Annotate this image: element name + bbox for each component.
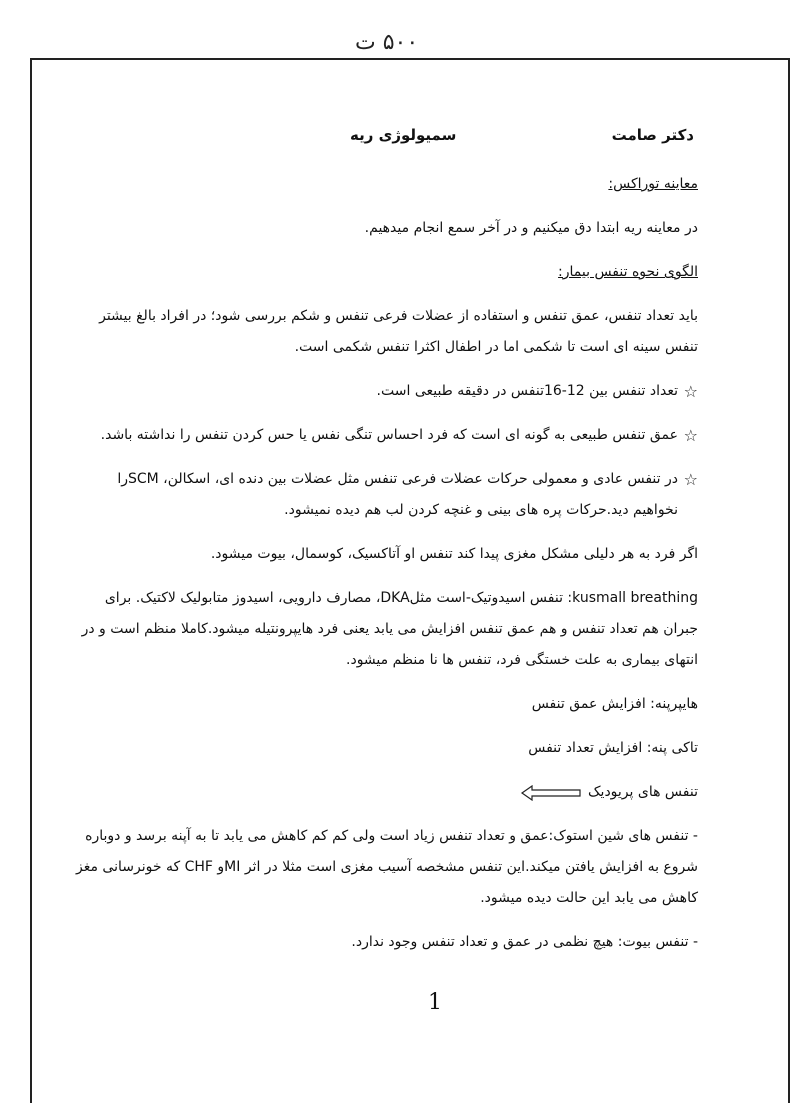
document-header (70, 120, 698, 151)
thorax-paragraph: در معاینه ریه ابتدا دق میکنیم و در آخر سمع انجام میدهیم. (364, 220, 698, 236)
left-arrow-icon (520, 785, 582, 801)
page-number-bottom: 1 (428, 990, 442, 1015)
star-icon: ☆ (683, 426, 698, 445)
periodic-label: تنفس های پریودیک (588, 784, 698, 800)
periodic-line (70, 777, 698, 808)
pattern-heading: الگوی نحوه تنفس بیمار: (558, 264, 698, 280)
pattern-paragraph: باید تعداد تنفس، عمق تنفس و استفاده از عضلات فرعی تنفس و شکم بررسی شود؛ در افراد بالغ بیشتر تنفس سینه ای است تا شکمی اما در اطفال اکثرا تنفس شکمی است. (99, 308, 698, 355)
star-item-text: عمق تنفس طبیعی به گونه ای است که فرد احساس تنگی نفس یا حس کردن تنفس را نداشته باشد. (100, 427, 678, 443)
subject-title: سمیولوژی ریه (350, 126, 457, 144)
cheyne-stokes-paragraph: - تنفس های شین استوک:عمق و تعداد تنفس زیاد است ولی کم کم کاهش می یابد تا به آپنه برسد و دوباره شروع به افزایش یافتن میکند.این تنفس مشخصه آسیب مغزی است مثلا در اثر MIو CHF که خونرسانی مغز کاهش می یابد این حالت دیده میشود. (76, 828, 698, 906)
tachypnea-line: تاکی پنه: افزایش تعداد تنفس (528, 740, 698, 756)
thorax-heading: معاینه توراکس: (608, 176, 698, 192)
star-item-text: تعداد تنفس بین 12-16تنفس در دقیقه طبیعی است. (376, 383, 678, 399)
page-number-top: ۵۰۰ ت (355, 30, 419, 55)
author-name: دکتر صامت (611, 126, 694, 144)
star-item-text: در تنفس عادی و معمولی حرکات عضلات فرعی تنفس مثل عضلات بین دنده ای، اسکالن، SCMرا نخواهیم دید.حرکات پره های بینی و غنچه کردن لب هم دیده نمیشود. (117, 471, 678, 518)
kussmaul-paragraph: kusmall breathing: تنفس اسیدوتیک-است مثلDKA، مصارف دارویی، اسیدوز متابولیک لاکتیک. برای جبران هم تعداد تنفس و هم عمق تنفس افزایش می یابد یعنی فرد هایپرونتیله میشود.کاملا منظم است و در انتهای بیماری به علت خستگی فرد، تنفس ها نا منظم میشود. (81, 590, 698, 668)
star-item-1 (70, 376, 698, 407)
brain-paragraph: اگر فرد به هر دلیلی مشکل مغزی پیدا کند تنفس او آتاکسیک، کوسمال، بیوت میشود. (210, 546, 698, 562)
star-item-2 (70, 420, 698, 451)
star-icon: ☆ (683, 470, 698, 489)
star-item-3 (70, 464, 698, 526)
hyperpnea-line: هایپرپنه: افزایش عمق تنفس (531, 696, 698, 712)
biot-paragraph: - تنفس بیوت: هیچ نظمی در عمق و تعداد تنفس وجود ندارد. (351, 934, 698, 950)
document-body (70, 120, 698, 971)
star-icon: ☆ (683, 382, 698, 401)
